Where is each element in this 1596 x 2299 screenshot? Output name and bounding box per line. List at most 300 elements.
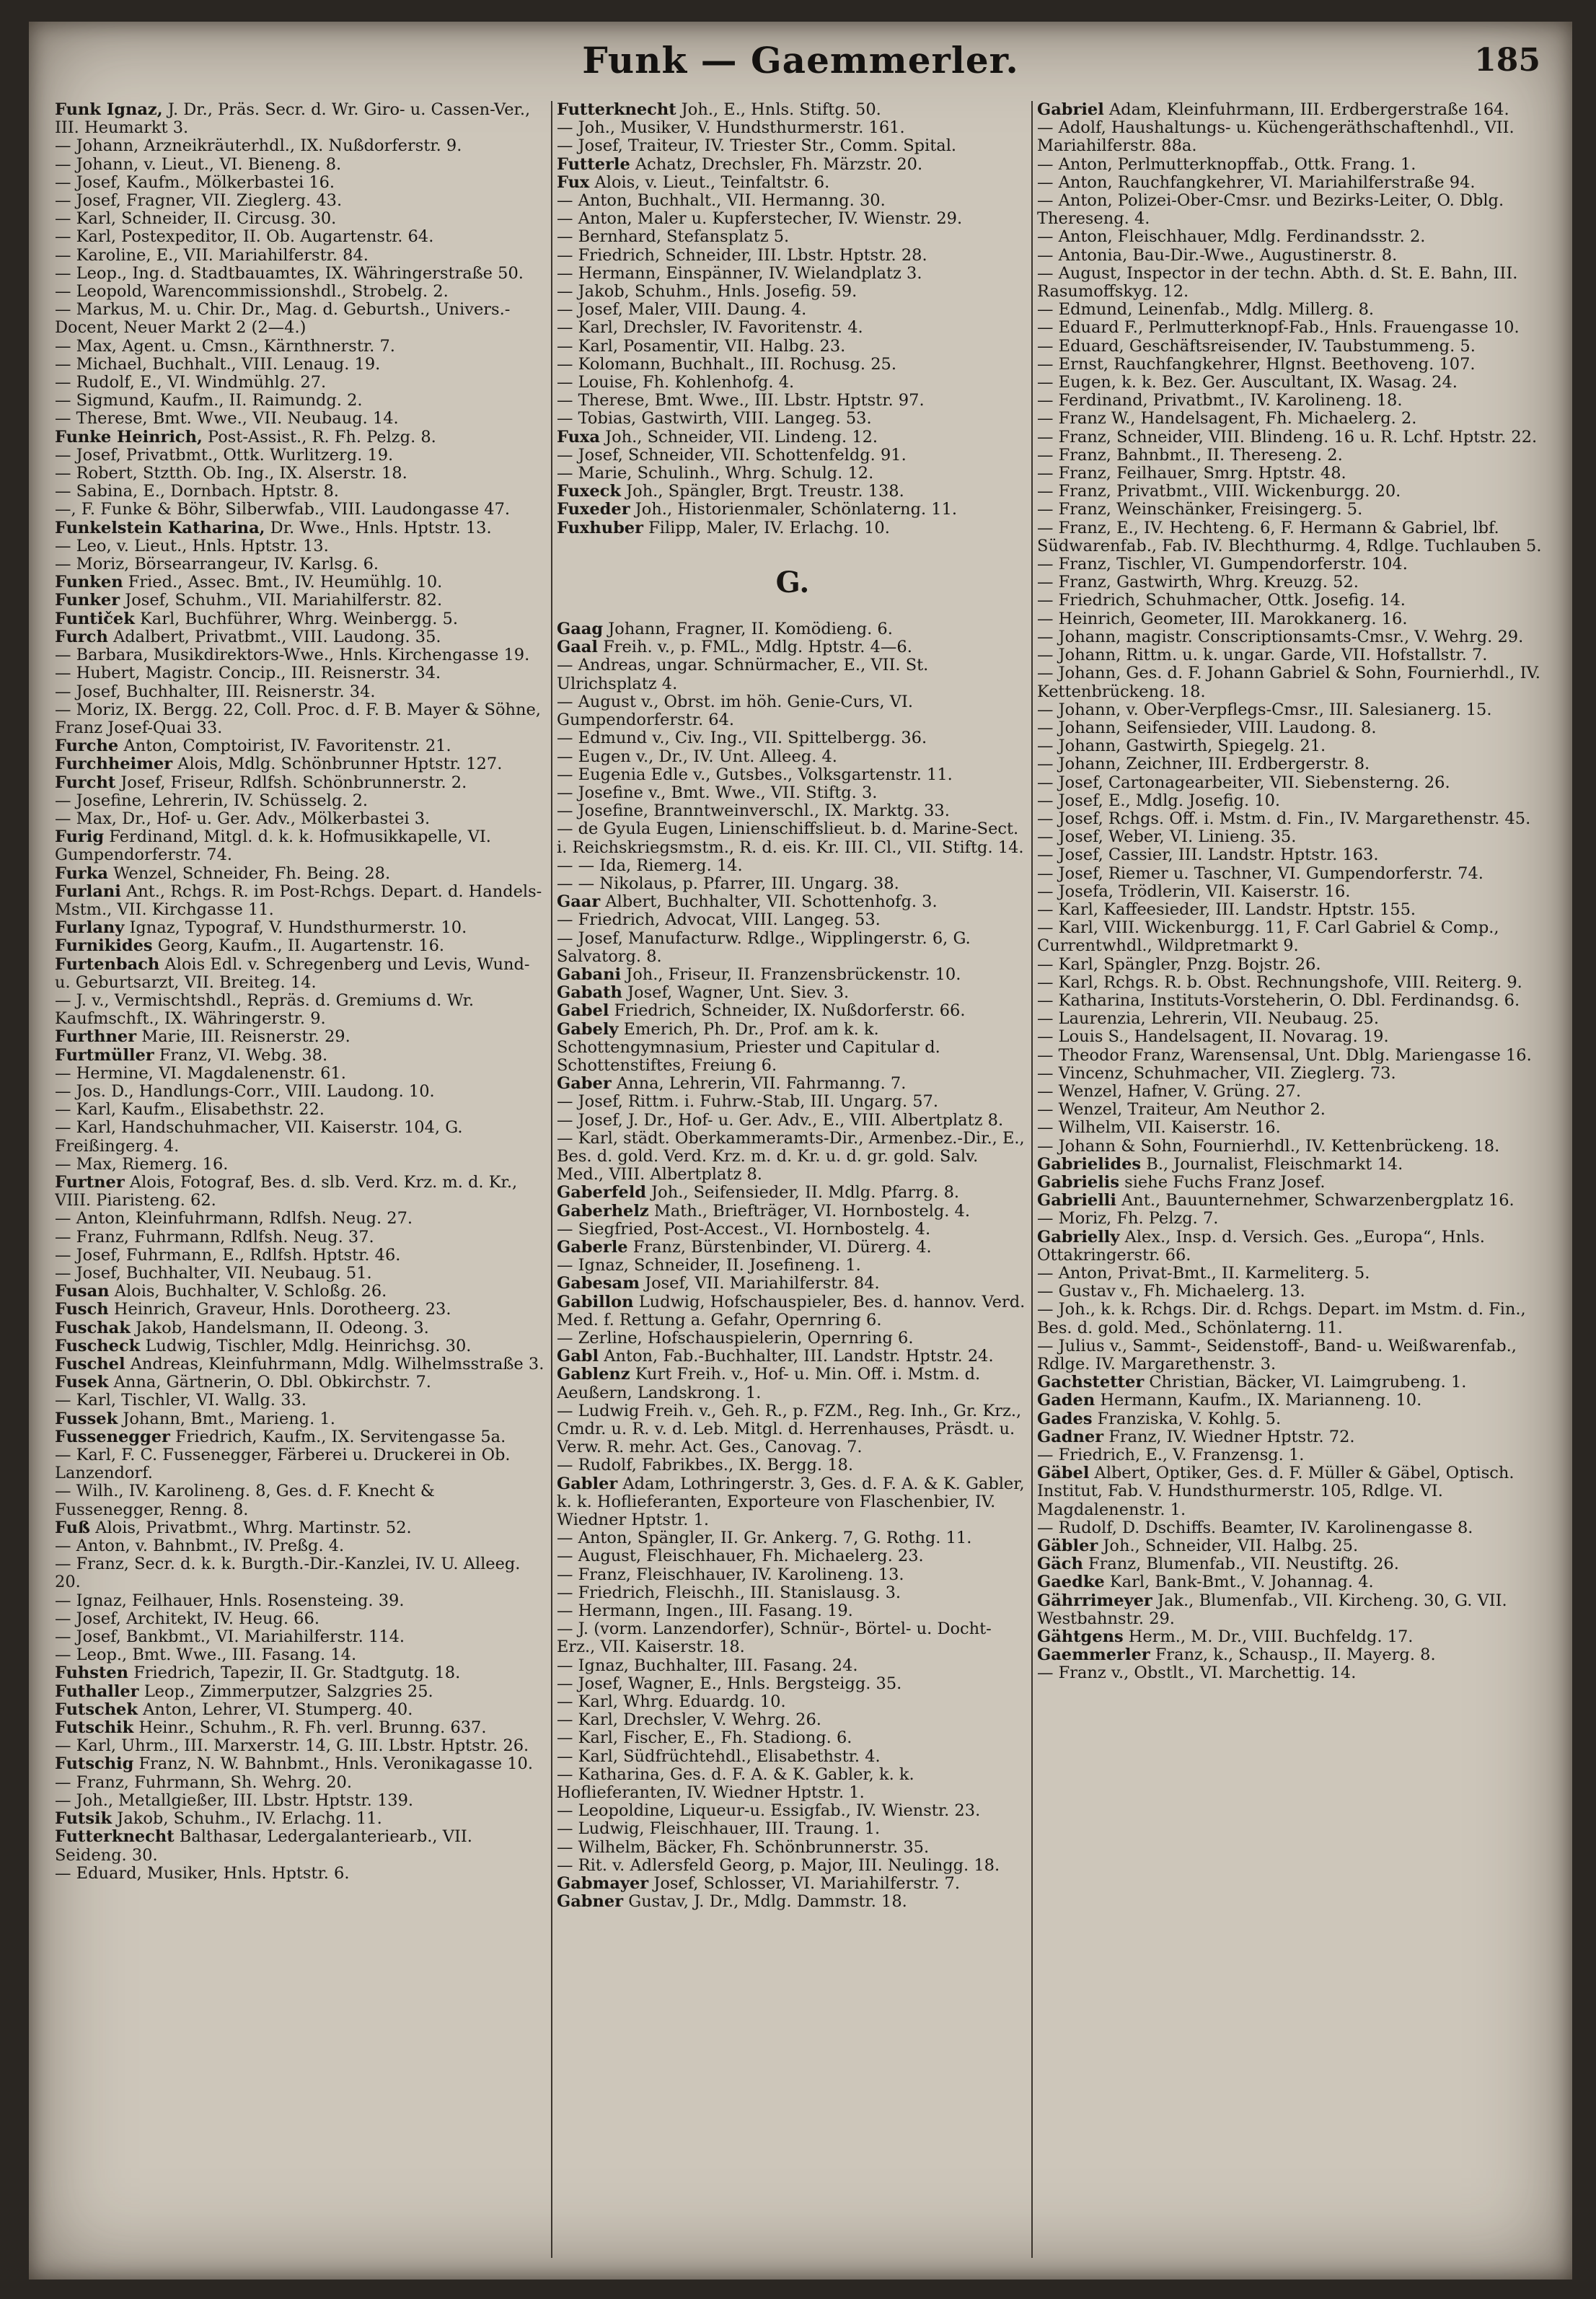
- entry-details: — Josef, Weber, VI. Linieng. 35.: [1037, 827, 1297, 847]
- directory-entry: [557, 1348, 1028, 1366]
- entry-surname: Gabrielis: [1037, 1172, 1120, 1192]
- entry-surname: Funke Heinrich,: [55, 427, 203, 447]
- directory-entry: [557, 893, 1028, 911]
- entry-details: — Antonia, Bau-Dir.-Wwe., Augustinerstr. 8.: [1037, 245, 1398, 265]
- entry-details: Franziska, V. Kohlg. 5.: [1097, 1409, 1282, 1428]
- directory-entry: [1037, 828, 1549, 846]
- directory-entry: [557, 1729, 1028, 1747]
- entry-details: — Anton, Polizei-Ober-Cmsr. und Bezirks-Leiter, O. Dblg. Thereseng. 4.: [1037, 191, 1504, 229]
- directory-entry: [1037, 846, 1549, 864]
- entry-details: — Josef, Bankbmt., VI. Mariahilferstr. 114.: [55, 1627, 405, 1647]
- directory-entry: [55, 1392, 548, 1410]
- directory-entry: [1037, 628, 1549, 646]
- directory-entry: [557, 1021, 1028, 1076]
- entry-details: — Heinrich, Geometer, III. Marokkanerg. 16.: [1037, 609, 1408, 628]
- directory-entry: [55, 1301, 548, 1319]
- entry-details: — Josef, Privatbmt., Ottk. Wurlitzerg. 19.: [55, 445, 394, 465]
- directory-entry: [55, 1482, 548, 1518]
- directory-entry: [55, 919, 548, 937]
- entry-surname: Furig: [55, 827, 105, 847]
- directory-entry: [1037, 465, 1549, 483]
- entry-surname: Gadner: [1037, 1427, 1104, 1446]
- directory-entry: [557, 784, 1028, 802]
- entry-surname: Gabrielly: [1037, 1227, 1120, 1247]
- directory-entry: [557, 338, 1028, 356]
- entry-details: Alois, Buchhalter, V. Schloßg. 26.: [114, 1282, 387, 1301]
- entry-details: — Johann, Gastwirth, Spiegelg. 21.: [1037, 737, 1326, 756]
- entry-details: — Katharina, Instituts-Vorsteherin, O. Dbl. Ferdinandsg. 6.: [1037, 990, 1520, 1010]
- entry-details: — Eduard F., Perlmutterknopf-Fab., Hnls. Frauengasse 10.: [1037, 318, 1520, 338]
- entry-details: — Katharina, Ges. d. F. A. & K. Gabler, k. k. Hoflieferanten, IV. Wiedner Hptstr. 1.: [557, 1764, 914, 1803]
- directory-column-2: [557, 101, 1028, 2272]
- directory-entry: [557, 1529, 1028, 1547]
- directory-entry: [1037, 974, 1549, 992]
- entry-details: Ant., Rchgs. R. im Post-Rchgs. Depart. d. Handels-Mstm., VII. Kirchgasse 11.: [55, 882, 542, 919]
- entry-surname: Gabillon: [557, 1292, 634, 1311]
- section-letter: G.: [775, 565, 810, 599]
- directory-entry: [557, 1093, 1028, 1111]
- entry-details: — Eduard, Geschäftsreisender, IV. Taubstummeng. 5.: [1037, 336, 1476, 356]
- entry-surname: Furtmüller: [55, 1045, 154, 1065]
- entry-details: Ludwig, Hofschauspieler, Bes. d. hannov. Verd. Med. f. Rettung a. Gefahr, Opernring 6.: [557, 1292, 1026, 1329]
- entry-surname: Gabl: [557, 1347, 599, 1366]
- entry-surname: Gablenz: [557, 1365, 630, 1384]
- directory-entry: [557, 319, 1028, 337]
- entry-details: — Max, Agent. u. Cmsn., Kärnthnerstr. 7.: [55, 336, 395, 356]
- entry-details: Franz, k., Schausp., II. Mayerg. 8.: [1155, 1645, 1436, 1665]
- entry-surname: Gachstetter: [1037, 1373, 1145, 1392]
- entry-surname: Gabath: [557, 983, 622, 1003]
- entry-details: — Josef, Traiteur, IV. Triester Str., Comm. Spital.: [557, 136, 957, 156]
- entry-surname: Furche: [55, 737, 119, 756]
- entry-surname: Gäbel: [1037, 1464, 1090, 1483]
- directory-entry: [557, 729, 1028, 747]
- entry-details: — Franz, Secr. d. k. k. Burgth.-Dir.-Kanzlei, IV. U. Alleeg. 20.: [55, 1555, 521, 1592]
- entry-details: — Bernhard, Stefansplatz 5.: [557, 227, 790, 247]
- entry-details: Jak., Blumenfab., VII. Kircheng. 30, G. VII. Westbahnstr. 29.: [1037, 1591, 1507, 1628]
- directory-entry: [1037, 573, 1549, 592]
- directory-entry: [55, 1373, 548, 1392]
- entry-details: Adam, Kleinfuhrmann, III. Erdbergerstraße 164.: [1108, 101, 1509, 119]
- directory-entry: [1037, 1410, 1549, 1428]
- entry-details: — Friedrich, Schneider, III. Lbstr. Hptstr. 28.: [557, 245, 927, 265]
- directory-entry: [1037, 1119, 1549, 1137]
- entry-details: — Ignaz, Schneider, II. Josefineng. 1.: [557, 1256, 861, 1275]
- directory-entry: [55, 1101, 548, 1119]
- entry-surname: Futhaller: [55, 1682, 139, 1701]
- directory-entry: [557, 1293, 1028, 1329]
- entry-details: — Laurenzia, Lehrerin, VII. Neubaug. 25.: [1037, 1009, 1380, 1029]
- entry-surname: Furch: [55, 627, 108, 646]
- directory-entry: [557, 1329, 1028, 1348]
- entry-surname: Gabani: [557, 964, 622, 984]
- entry-details: — Karl, Drechsler, IV. Favoritenstr. 4.: [557, 318, 863, 338]
- entry-details: siehe Fuchs Franz Josef.: [1124, 1172, 1326, 1192]
- directory-entry: [55, 810, 548, 828]
- entry-details: — Josef, Rittm. i. Fuhrw.-Stab, III. Ungarg. 57.: [557, 1092, 939, 1112]
- entry-details: — August, Fleischhauer, Fh. Michaelerg. 23.: [557, 1547, 924, 1566]
- directory-entry: [1037, 374, 1549, 392]
- directory-entry: [55, 737, 548, 755]
- entry-surname: Fusch: [55, 1300, 109, 1319]
- entry-details: — Rudolf, E., VI. Windmühlg. 27.: [55, 373, 327, 392]
- directory-entry: [55, 1519, 548, 1537]
- entry-surname: Fusek: [55, 1373, 109, 1392]
- entry-details: Georg, Kaufm., II. Augartenstr. 16.: [157, 936, 445, 956]
- directory-entry: [1037, 1174, 1549, 1192]
- entry-surname: Furthner: [55, 1027, 137, 1047]
- entry-surname: Gabrielli: [1037, 1191, 1116, 1210]
- directory-entry: [55, 1410, 548, 1428]
- directory-entry: [1037, 755, 1549, 773]
- entry-surname: Gabmayer: [557, 1874, 649, 1894]
- directory-entry: [55, 283, 548, 301]
- directory-entry: [55, 356, 548, 374]
- entry-surname: Gaemmerler: [1037, 1645, 1150, 1665]
- entry-details: — Anton, Buchhalt., VII. Hermanng. 30.: [557, 191, 886, 211]
- entry-details: Josef, Wagner, Unt. Siev. 3.: [627, 983, 850, 1003]
- entry-details: Wenzel, Schneider, Fh. Being. 28.: [113, 863, 391, 883]
- entry-details: — Leo, v. Lieut., Hnls. Hptstr. 13.: [55, 536, 329, 555]
- entry-details: — Josef, Kaufm., Mölkerbastei 16.: [55, 172, 335, 192]
- entry-details: Franz, VI. Webg. 38.: [159, 1045, 328, 1065]
- directory-entry: [557, 820, 1028, 856]
- directory-entry: [55, 1610, 548, 1628]
- directory-entry: [557, 265, 1028, 283]
- directory-entry: [1037, 610, 1549, 628]
- entry-details: Josef, Schlosser, VI. Mariahilferstr. 7.: [653, 1874, 960, 1894]
- entry-details: Fried., Assec. Bmt., IV. Heumühlg. 10.: [128, 573, 443, 592]
- entry-details: — Ignaz, Buchhalter, III. Fasang. 24.: [557, 1656, 858, 1675]
- directory-entry: [557, 1130, 1028, 1184]
- directory-entry: [557, 1748, 1028, 1766]
- entry-details: — Franz, Weinschänker, Freisingerg. 5.: [1037, 500, 1363, 519]
- directory-entry: [55, 174, 548, 192]
- entry-details: — Johann, magistr. Conscriptionsamts-Cmsr., V. Wehrg. 29.: [1037, 627, 1524, 646]
- directory-entry: [55, 1755, 548, 1773]
- directory-entry: [1037, 1592, 1549, 1628]
- directory-entry: [1037, 1555, 1549, 1573]
- directory-entry: [55, 1865, 548, 1883]
- entry-surname: Gabel: [557, 1001, 609, 1021]
- entry-details: — Josef, Riemer u. Taschner, VI. Gumpendorferstr. 74.: [1037, 863, 1483, 883]
- directory-entry: [1037, 992, 1549, 1010]
- directory-entry: [1037, 228, 1549, 246]
- entry-surname: Fuschel: [55, 1355, 125, 1374]
- directory-sheet: [29, 22, 1572, 2280]
- entry-details: — Karl, Postexpeditor, II. Ob. Augartenstr. 64.: [55, 227, 434, 247]
- directory-entry: [55, 1228, 548, 1247]
- entry-details: — Karl, Drechsler, V. Wehrg. 26.: [557, 1710, 821, 1730]
- directory-entry: [55, 301, 548, 337]
- entry-details: — Wilhelm, VII. Kaiserstr. 16.: [1037, 1118, 1281, 1138]
- entry-details: Joh., Friseur, II. Franzensbrückenstr. 10.: [626, 964, 961, 984]
- directory-entry: [55, 1664, 548, 1682]
- directory-entry: [55, 1446, 548, 1482]
- entry-surname: Fux: [557, 172, 590, 192]
- directory-entry: [1037, 1337, 1549, 1373]
- directory-entry: [557, 638, 1028, 656]
- entry-details: Ferdinand, Mitgl. d. k. k. Hofmusikkapelle, VI. Gumpendorferstr. 74.: [55, 827, 491, 865]
- entry-details: — Ignaz, Feilhauer, Hnls. Rosensteing. 39.: [55, 1591, 405, 1610]
- directory-entry: [557, 483, 1028, 501]
- directory-entry: [557, 1475, 1028, 1530]
- entry-details: Herm., M. Dr., VIII. Buchfeldg. 17.: [1128, 1627, 1414, 1647]
- entry-details: — Leop., Bmt. Wwe., III. Fasang. 14.: [55, 1645, 357, 1665]
- directory-entry: [557, 620, 1028, 638]
- entry-details: — Josef, Wagner, E., Hnls. Bergsteigg. 35.: [557, 1674, 902, 1693]
- entry-surname: Fuhsten: [55, 1663, 129, 1683]
- entry-details: — Therese, Bmt. Wwe., VII. Neubaug. 14.: [55, 409, 399, 428]
- entry-details: — Karl, Fischer, E., Fh. Stadiong. 6.: [557, 1728, 852, 1748]
- entry-details: — Josef, Manufacturw. Rdlge., Wipplingerstr. 6, G. Salvatorg. 8.: [557, 928, 971, 966]
- directory-entry: [557, 930, 1028, 966]
- entry-details: Jakob, Handelsmann, II. Odeong. 3.: [136, 1318, 429, 1337]
- directory-entry: [1037, 1646, 1549, 1664]
- entry-details: — Therese, Bmt. Wwe., III. Lbstr. Hptstr. 97.: [557, 391, 925, 410]
- directory-entry: [1037, 701, 1549, 719]
- directory-entry: [55, 1592, 548, 1610]
- entry-details: Friedrich, Tapezir, II. Gr. Stadtgutg. 18.: [133, 1663, 461, 1683]
- directory-entry: [1037, 483, 1549, 501]
- directory-entry: [557, 1402, 1028, 1457]
- directory-entry: [55, 683, 548, 701]
- directory-entry: [1037, 664, 1549, 700]
- directory-entry: [1037, 192, 1549, 228]
- directory-entry: [557, 465, 1028, 483]
- directory-entry: [557, 693, 1028, 729]
- entry-details: Kurt Freih. v., Hof- u. Min. Off. i. Mstm. d. Aeußern, Landskrong. 1.: [557, 1365, 981, 1402]
- directory-entry: [557, 1547, 1028, 1565]
- entry-details: Karl, Buchführer, Whrg. Weinbergg. 5.: [140, 609, 458, 628]
- entry-details: Achatz, Drechsler, Fh. Märzstr. 20.: [635, 154, 923, 174]
- entry-details: — Adolf, Haushaltungs- u. Küchengeräthschaftenhdl., VII. Mariahilferstr. 88a.: [1037, 118, 1515, 156]
- entry-surname: Fuxeder: [557, 500, 630, 519]
- directory-entry: [55, 937, 548, 955]
- directory-entry: [55, 428, 548, 447]
- directory-entry: [557, 119, 1028, 137]
- directory-entry: [557, 428, 1028, 447]
- directory-entry: [1037, 792, 1549, 810]
- directory-entry: [557, 1203, 1028, 1221]
- directory-entry: [55, 1319, 548, 1337]
- directory-entry: [557, 1620, 1028, 1656]
- entry-details: — Leop., Ing. d. Stadtbauamtes, IX. Währingerstraße 50.: [55, 263, 524, 283]
- entry-details: — Franz, Feilhauer, Smrg. Hptstr. 48.: [1037, 464, 1346, 483]
- entry-details: — Karl, Südfrüchtehdl., Elisabethstr. 4.: [557, 1746, 881, 1766]
- directory-entry: [1037, 410, 1549, 428]
- directory-entry: [557, 1820, 1028, 1838]
- entry-details: — Karl, Uhrm., III. Marxerstr. 14, G. III. Lbstr. Hptstr. 26.: [55, 1736, 529, 1756]
- entry-details: — Franz, Gastwirth, Whrg. Kreuzg. 52.: [1037, 573, 1359, 592]
- entry-surname: Futterknecht: [557, 101, 676, 119]
- entry-details: — Anton, Rauchfangkehrer, VI. Mariahilferstraße 94.: [1037, 172, 1476, 192]
- directory-entry: [557, 283, 1028, 301]
- directory-entry: [1037, 719, 1549, 737]
- entry-details: — Ludwig, Fleischhauer, III. Traung. 1.: [557, 1819, 881, 1839]
- entry-details: Joh., Spängler, Brgt. Treustr. 138.: [626, 482, 904, 501]
- directory-entry: [55, 483, 548, 501]
- entry-details: Albert, Optiker, Ges. d. F. Müller & Gäbel, Optisch. Institut, Fab. V. Hundsthurmerstr. 105, Rdlge. VI. Magdalenenstr. 1.: [1037, 1464, 1515, 1519]
- directory-entry: [55, 1265, 548, 1283]
- entry-details: — Josefine, Lehrerin, IV. Schüsselg. 2.: [55, 791, 369, 810]
- entry-details: Friedrich, Schneider, IX. Nußdorferstr. 66.: [614, 1001, 966, 1021]
- entry-surname: Fussek: [55, 1409, 118, 1428]
- directory-entry: [557, 1675, 1028, 1693]
- directory-entry: [55, 192, 548, 210]
- directory-entry: [55, 1174, 548, 1210]
- entry-details: Anton, Comptoirist, IV. Favoritenstr. 21.: [123, 737, 451, 756]
- directory-entry: [55, 1792, 548, 1810]
- entry-details: — Josefa, Trödlerin, VII. Kaiserstr. 16.: [1037, 882, 1351, 901]
- entry-surname: Furtner: [55, 1172, 125, 1192]
- entry-details: — Friedrich, Schuhmacher, Ottk. Josefig. 14.: [1037, 591, 1406, 610]
- directory-entry: [557, 984, 1028, 1002]
- directory-entry: [557, 1366, 1028, 1402]
- directory-entry: [55, 1810, 548, 1828]
- directory-entry: [557, 1456, 1028, 1474]
- entry-details: — Theodor Franz, Warensensal, Unt. Dblg. Mariengasse 16.: [1037, 1045, 1532, 1065]
- directory-entry: [55, 338, 548, 356]
- directory-entry: [55, 956, 548, 992]
- entry-details: — Anton, Privat-Bmt., II. Karmeliterg. 5.: [1037, 1264, 1370, 1283]
- entry-details: — Rit. v. Adlersfeld Georg, p. Major, III. Neulingg. 18.: [557, 1855, 1000, 1875]
- directory-entry: [1037, 1047, 1549, 1065]
- directory-entry: [1037, 1392, 1549, 1410]
- page-number: 185: [1474, 42, 1540, 79]
- entry-details: — Wilhelm, Bäcker, Fh. Schönbrunnerstr. 35.: [557, 1837, 930, 1857]
- entry-details: Heinr., Schuhm., R. Fh. verl. Brunng. 637.: [138, 1718, 487, 1738]
- directory-entry: [1037, 956, 1549, 974]
- entry-details: — Franz, Bahnbmt., II. Thereseng. 2.: [1037, 445, 1343, 465]
- entry-details: — Friedrich, Advocat, VIII. Langeg. 53.: [557, 910, 881, 930]
- entry-details: — Rudolf, D. Dschiffs. Beamter, IV. Karolinengasse 8.: [1037, 1518, 1473, 1537]
- directory-entry: [55, 828, 548, 864]
- directory-entry: [1037, 1010, 1549, 1028]
- directory-entry: [557, 174, 1028, 192]
- directory-entry: [55, 628, 548, 646]
- entry-details: Anna, Lehrerin, VII. Fahrmanng. 7.: [616, 1074, 907, 1094]
- directory-entry: [1037, 301, 1549, 319]
- directory-entry: [55, 1555, 548, 1591]
- entry-details: — Wilh., IV. Karolineng. 8, Ges. d. F. Knecht & Fussenegger, Renng. 8.: [55, 1482, 435, 1519]
- entry-details: — Friedrich, E., V. Franzensg. 1.: [1037, 1446, 1305, 1465]
- entry-surname: Gaberhelz: [557, 1201, 649, 1221]
- entry-details: — Michael, Buchhalt., VIII. Lenaug. 19.: [55, 354, 381, 374]
- entry-details: Post-Assist., R. Fh. Pelzg. 8.: [207, 427, 436, 447]
- directory-entry: [55, 1537, 548, 1555]
- entry-details: — Karl, Schneider, II. Circusg. 30.: [55, 209, 337, 229]
- directory-entry: [557, 519, 1028, 537]
- entry-details: Math., Briefträger, VI. Hornbostelg. 4.: [653, 1201, 971, 1221]
- entry-details: — Karl, Kaffeesieder, III. Landstr. Hptstr. 155.: [1037, 900, 1416, 919]
- entry-details: — Josef, Architekt, IV. Heug. 66.: [55, 1609, 319, 1628]
- entry-details: — Franz v., Obstlt., VI. Marchettig. 14.: [1037, 1663, 1357, 1683]
- entry-details: — Jos. D., Handlungs-Corr., VIII. Laudong. 10.: [55, 1081, 435, 1101]
- entry-details: Alex., Insp. d. Versich. Ges. „Europa“, Hnls. Ottakringerstr. 66.: [1037, 1227, 1485, 1265]
- entry-surname: Futschig: [55, 1754, 134, 1774]
- directory-entry: [55, 573, 548, 592]
- entry-details: Dr. Wwe., Hnls. Hptstr. 13.: [270, 518, 492, 537]
- entry-details: Karl, Bank-Bmt., V. Johannag. 4.: [1109, 1573, 1374, 1592]
- directory-entry: [55, 374, 548, 392]
- directory-entry: [1037, 247, 1549, 265]
- entry-surname: Fuscheck: [55, 1336, 141, 1355]
- entry-surname: Funk Ignaz,: [55, 101, 163, 119]
- directory-entry: [55, 1065, 548, 1083]
- entry-details: Hermann, Kaufm., IX. Marianneng. 10.: [1100, 1391, 1422, 1410]
- directory-entry: [55, 1628, 548, 1646]
- entry-details: — Max, Riemerg. 16.: [55, 1154, 229, 1174]
- entry-details: Joh., E., Hnls. Stiftg. 50.: [681, 101, 881, 119]
- entry-details: — Josef, Fuhrmann, E., Rdlfsh. Hptstr. 46.: [55, 1245, 401, 1265]
- entry-details: — Josef, Maler, VIII. Daung. 4.: [557, 300, 807, 320]
- directory-entry: [55, 265, 548, 283]
- entry-details: Franz, IV. Wiedner Hptstr. 72.: [1108, 1427, 1355, 1446]
- entry-details: Alois, Privatbmt., Whrg. Martinstr. 52.: [95, 1518, 412, 1537]
- entry-surname: Gaedke: [1037, 1573, 1105, 1592]
- entry-surname: Fuxeck: [557, 482, 621, 501]
- entry-details: — Eugen, k. k. Bez. Ger. Auscultant, IX. Wasag. 24.: [1037, 373, 1458, 392]
- entry-details: — Johann, Arzneikräuterhdl., IX. Nußdorferstr. 9.: [55, 136, 462, 156]
- entry-details: —, F. Funke & Böhr, Silberwfab., VIII. Laudongasse 47.: [55, 500, 511, 519]
- entry-surname: Futschek: [55, 1700, 138, 1719]
- entry-surname: Fuschak: [55, 1318, 131, 1337]
- directory-entry: [557, 1693, 1028, 1711]
- entry-surname: Gaal: [557, 638, 598, 657]
- entry-details: Andreas, Kleinfuhrmann, Mdlg. Wilhelmsstraße 3.: [130, 1355, 545, 1374]
- entry-details: Filipp, Maler, IV. Erlachg. 10.: [648, 518, 890, 537]
- entry-details: — Josefine v., Bmt. Wwe., VII. Stiftg. 3.: [557, 783, 878, 802]
- directory-entry: [1037, 1210, 1549, 1228]
- entry-details: — Sigmund, Kaufm., II. Raimundg. 2.: [55, 391, 363, 410]
- entry-details: Josef, VII. Mariahilferstr. 84.: [645, 1274, 880, 1293]
- directory-entry: [557, 1257, 1028, 1275]
- entry-details: — August v., Obrst. im höh. Genie-Curs, VI. Gumpendorferstr. 64.: [557, 692, 914, 730]
- directory-entry: [55, 137, 548, 155]
- entry-details: Adalbert, Privatbmt., VIII. Laudong. 35.: [113, 627, 441, 646]
- entry-surname: Furcht: [55, 773, 116, 792]
- entry-details: — Johann, Seifensieder, VIII. Laudong. 8.: [1037, 718, 1377, 737]
- entry-details: — Josef, Fragner, VII. Zieglerg. 43.: [55, 191, 343, 211]
- directory-entry: [1037, 1083, 1549, 1101]
- entry-details: Balthasar, Ledergalanteriearb., VII. Seideng. 30.: [55, 1827, 472, 1865]
- entry-details: — Karl, städt. Oberkammeramts-Dir., Armenbez.-Dir., E., Bes. d. gold. Verd. Krz. m. d. Kr. u. d. gr. gold. Salv. Med., VIII. Albertplatz 8.: [557, 1128, 1025, 1184]
- directory-entry: [557, 156, 1028, 174]
- page-title: Funk — Gaemmerler.: [582, 39, 1019, 82]
- entry-details: Emerich, Ph. Dr., Prof. am k. k. Schottengymnasium, Priester und Capitular d. Schottenstiftes, Freiung 6.: [557, 1019, 940, 1075]
- entry-details: Joh., Historienmaler, Schönlaterng. 11.: [635, 500, 958, 519]
- entry-details: — Marie, Schulinh., Whrg. Schulg. 12.: [557, 464, 874, 483]
- directory-entry: [1037, 1101, 1549, 1119]
- entry-details: — Karl, Handschuhmacher, VII. Kaiserstr. 104, G. Freißingerg. 4.: [55, 1118, 463, 1156]
- directory-entry: [557, 1584, 1028, 1602]
- entry-details: — Joh., k. k. Rchgs. Dir. d. Rchgs. Depart. im Mstm. d. Fin., Bes. d. gold. Med., Schönlaterng. 11.: [1037, 1300, 1526, 1337]
- entry-details: — Franz, Privatbmt., VIII. Wickenburgg. 20.: [1037, 482, 1401, 501]
- directory-entry: [557, 1239, 1028, 1257]
- directory-entry: [1037, 156, 1549, 174]
- directory-entry: [55, 664, 548, 682]
- entry-details: — Anton, Spängler, II. Gr. Ankerg. 7, G. Rothg. 11.: [557, 1529, 972, 1548]
- entry-details: Johann, Fragner, II. Komödieng. 6.: [608, 620, 893, 639]
- entry-surname: Futterknecht: [55, 1827, 175, 1847]
- entry-details: — Gustav v., Fh. Michaelerg. 13.: [1037, 1282, 1305, 1301]
- entry-surname: Gaber: [557, 1074, 612, 1094]
- directory-entry: [557, 1184, 1028, 1202]
- directory-entry: [1037, 646, 1549, 664]
- directory-entry: [55, 156, 548, 174]
- entry-surname: Furlany: [55, 918, 125, 938]
